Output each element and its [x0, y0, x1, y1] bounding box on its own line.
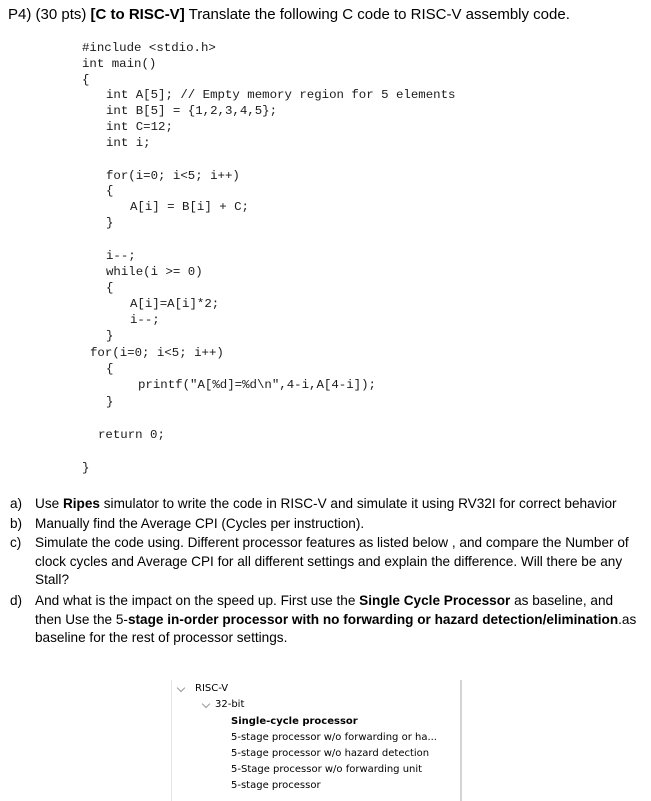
tree-node-label: 32-bit [215, 699, 245, 710]
processor-option-5stage-no-forwarding-hazard[interactable]: 5-stage processor w/o forwarding or ha... [231, 732, 437, 743]
code-line: } [106, 329, 114, 343]
chevron-down-icon [177, 684, 185, 692]
question-text: Use [35, 496, 63, 511]
question-text: simulator to write the code in RISC-V and simulate it using RV32I for correct behavior [99, 496, 617, 511]
code-line: i--; [130, 313, 160, 327]
code-line: int main() [82, 57, 157, 71]
code-line: { [106, 184, 114, 198]
code-line: int A[5]; // Empty memory region for 5 elements [106, 88, 456, 102]
code-line: int B[5] = {1,2,3,4,5}; [106, 104, 278, 118]
code-line: i--; [106, 249, 136, 263]
code-line: { [82, 73, 90, 87]
code-line: } [106, 216, 114, 230]
code-line: int C=12; [106, 120, 173, 134]
tree-node-label: RISC-V [195, 683, 229, 694]
question-text: And what is the impact on the speed up. First use the [35, 593, 360, 608]
code-line: #include <stdio.h> [82, 41, 216, 55]
question-text: Manually find the Average CPI (Cycles per instruction). [35, 516, 365, 531]
code-line: { [106, 362, 114, 376]
question-d [10, 592, 640, 648]
heading-prefix: P4) (30 pts) [8, 6, 91, 23]
question-emphasis: Single Cycle Processor [359, 593, 511, 608]
code-line: for(i=0; i<5; i++) [106, 169, 240, 183]
processor-option-single-cycle[interactable]: Single-cycle processor [231, 716, 358, 727]
code-line: } [82, 461, 90, 475]
question-text: as baseline, and then Use the 5- [35, 593, 614, 627]
question-c [10, 534, 640, 590]
question-text: Simulate the code using. Different processor features as listed below , and compare the Number of clock cycles and Average CPI for all different settings and explain the difference. Will there be any Stall? [35, 535, 629, 587]
question-a [10, 495, 640, 514]
question-b [10, 515, 640, 534]
processor-option-5stage[interactable]: 5-stage processor [231, 780, 321, 791]
question-emphasis: Ripes [62, 496, 100, 511]
question-letter: d) [10, 593, 23, 608]
question-letter: a) [10, 496, 23, 511]
problem-heading [8, 6, 570, 24]
processor-selection-tree [171, 680, 462, 801]
code-line: } [106, 395, 114, 409]
chevron-down-icon [202, 700, 210, 708]
processor-option-5stage-no-hazard-detection[interactable]: 5-stage processor w/o hazard detection [231, 748, 430, 759]
code-line: A[i] = B[i] + C; [130, 200, 249, 214]
code-line: printf("A[%d]=%d\n",4-i,A[4-i]); [138, 378, 376, 392]
question-letter: b) [10, 516, 23, 531]
code-line: { [106, 281, 114, 295]
question-emphasis: stage in-order processor with no forwarding or hazard detection/elimination [127, 611, 619, 627]
code-line: A[i]=A[i]*2; [130, 297, 220, 311]
heading-tag: [C to RISC-V] [90, 6, 185, 23]
question-letter: c) [10, 535, 22, 550]
code-line: return 0; [98, 428, 165, 442]
heading-text: Translate the following C code to RISC-V assembly code. [184, 6, 570, 23]
code-line: int i; [106, 136, 151, 150]
processor-option-5stage-no-forwarding-unit[interactable]: 5-Stage processor w/o forwarding unit [231, 764, 423, 775]
code-line: while(i >= 0) [106, 265, 203, 279]
code-line: for(i=0; i<5; i++) [90, 346, 224, 360]
question-text: .as baseline for the rest of processor settings. [35, 611, 637, 645]
